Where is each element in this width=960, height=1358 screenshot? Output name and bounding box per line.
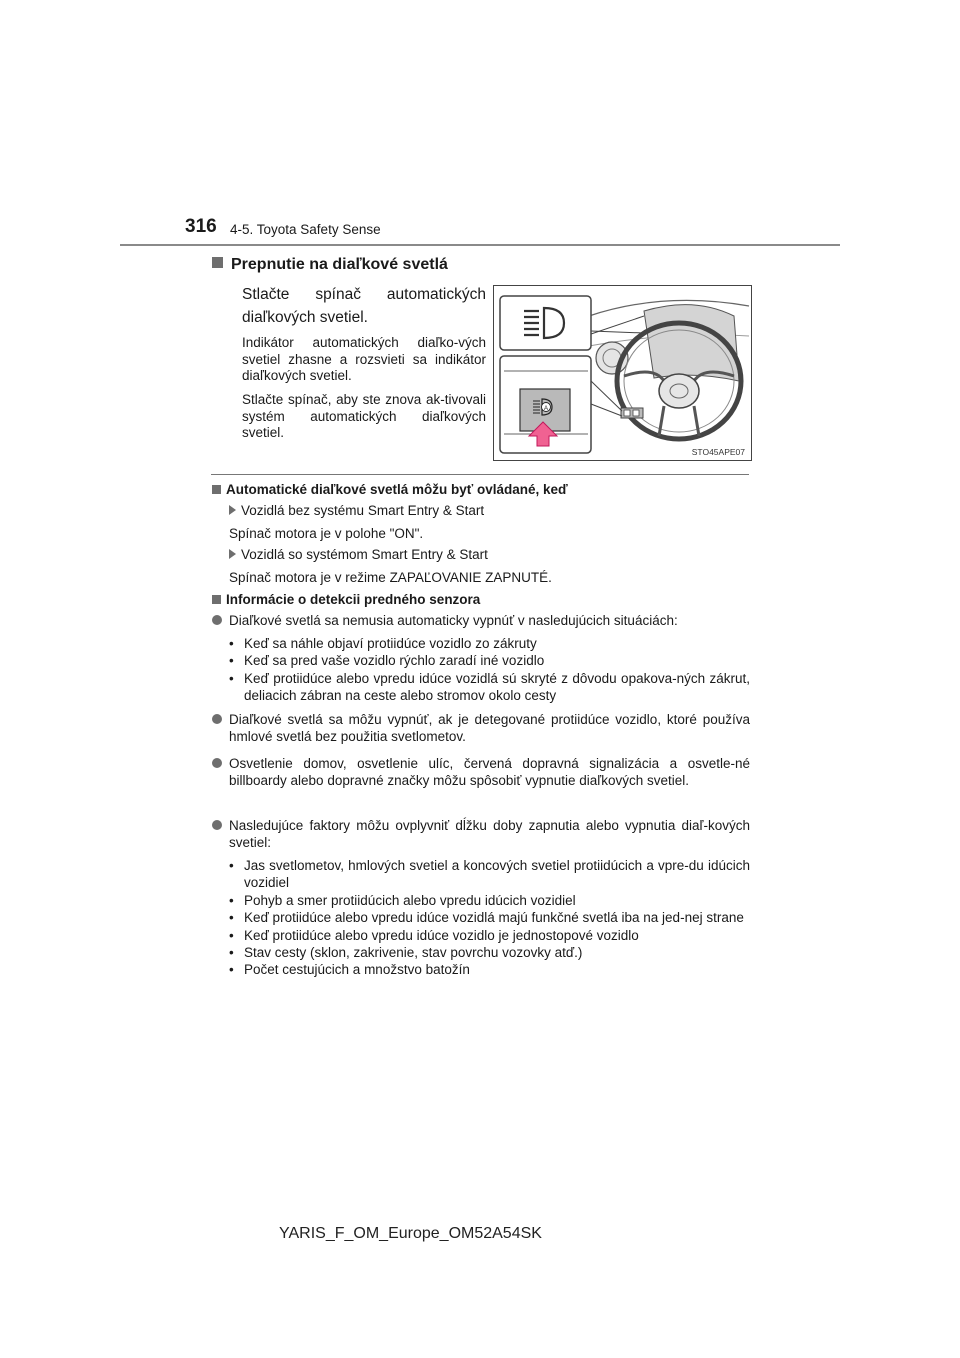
sensor-bullet-2: Diaľkové svetlá sa môžu vypnúť, ak je detegované protiidúce vozidlo, ktoré používa hmlové svetlá bez použitia svetlometov. <box>212 711 750 746</box>
list-item: • Jas svetlometov, hmlových svetiel a koncových svetiel protiidúcich a vpre-du idúcich vozidiel <box>229 857 750 892</box>
square-bullet-icon <box>212 257 223 268</box>
list-item: • Keď sa pred vaše vozidlo rýchlo zaradí iné vozidlo <box>229 652 750 669</box>
auto-high-beam-icon <box>533 399 552 415</box>
page-number: 316 <box>185 216 217 237</box>
list-item: • Keď sa náhle objaví protiidúce vozidlo zo zákruty <box>229 635 750 652</box>
footer-doc-id: YARIS_F_OM_Europe_OM52A54SK <box>279 1225 542 1242</box>
sensor-title: Informácie o detekcii predného senzora <box>212 592 480 607</box>
sensor-bullet-4: Nasledujúce faktory môžu ovplyvniť dĺžku doby zapnutia alebo vypnutia diaľ-kových svetiel: <box>212 817 750 852</box>
triangle-bullet-icon <box>229 505 236 515</box>
section-separator <box>211 474 749 475</box>
square-bullet-icon <box>212 485 221 494</box>
circle-bullet-icon <box>212 820 222 830</box>
sensor-bullet-1-list <box>229 635 750 705</box>
conditions-item-2-label: Vozidlá so systémom Smart Entry & Start <box>229 547 488 562</box>
switch-note-2: Stlačte spínač, aby ste znova ak-tivovali systém automatických diaľkových svetiel. <box>242 392 486 441</box>
list-item: • Keď protiidúce alebo vpredu idúce vozidlá majú funkčné svetlá iba na jed-nej strane <box>229 909 750 926</box>
dashboard-illustration <box>494 286 751 460</box>
conditions-item-2-text: Spínač motora je v režime ZAPAĽOVANIE ZAPNUTÉ. <box>229 570 552 585</box>
square-bullet-icon <box>212 595 221 604</box>
dashboard-figure <box>493 285 752 461</box>
header-rule <box>120 244 840 246</box>
circle-bullet-icon <box>212 758 222 768</box>
list-item: • Počet cestujúcich a množstvo batožín <box>229 961 750 978</box>
triangle-bullet-icon <box>229 549 236 559</box>
section-title: 4-5. Toyota Safety Sense <box>230 222 381 237</box>
list-item: • Stav cesty (sklon, zakrivenie, stav povrchu vozovky atď.) <box>229 944 750 961</box>
svg-text:A: A <box>543 406 549 412</box>
sensor-bullet-1: Diaľkové svetlá sa nemusia automaticky vypnúť v nasledujúcich situáciách: <box>212 612 750 629</box>
circle-bullet-icon <box>212 714 222 724</box>
list-item: • Pohyb a smer protiidúcich alebo vpredu idúcich vozidiel <box>229 892 750 909</box>
switch-section-title: Prepnutie na diaľkové svetlá <box>212 256 448 274</box>
sensor-bullet-4-list <box>229 857 750 979</box>
conditions-item-1-label: Vozidlá bez systému Smart Entry & Start <box>229 503 484 518</box>
conditions-item-1-text: Spínač motora je v polohe "ON". <box>229 526 424 541</box>
figure-code: STO45APE07 <box>691 447 745 457</box>
list-item: • Keď protiidúce alebo vpredu idúce vozidlá sú skryté z dôvodu opakova-ných zákrut, deliacich zábran na ceste alebo stromov okolo cesty <box>229 670 750 705</box>
switch-note-1: Indikátor automatických diaľko-vých svetiel zhasne a rozsvieti sa indikátor diaľkových svetiel. <box>242 335 486 384</box>
list-item: • Keď protiidúce alebo vpredu idúce vozidlo je jednostopové vozidlo <box>229 927 750 944</box>
switch-instruction: Stlačte spínač automatických diaľkových svetiel. <box>242 286 486 326</box>
circle-bullet-icon <box>212 615 222 625</box>
sensor-bullet-3: Osvetlenie domov, osvetlenie ulíc, červená dopravná signalizácia a osvetle-né billboardy alebo dopravné značky môžu spôsobiť vypnutie diaľkových svetiel. <box>212 755 750 790</box>
conditions-title: Automatické diaľkové svetlá môžu byť ovládané, keď <box>212 482 568 497</box>
